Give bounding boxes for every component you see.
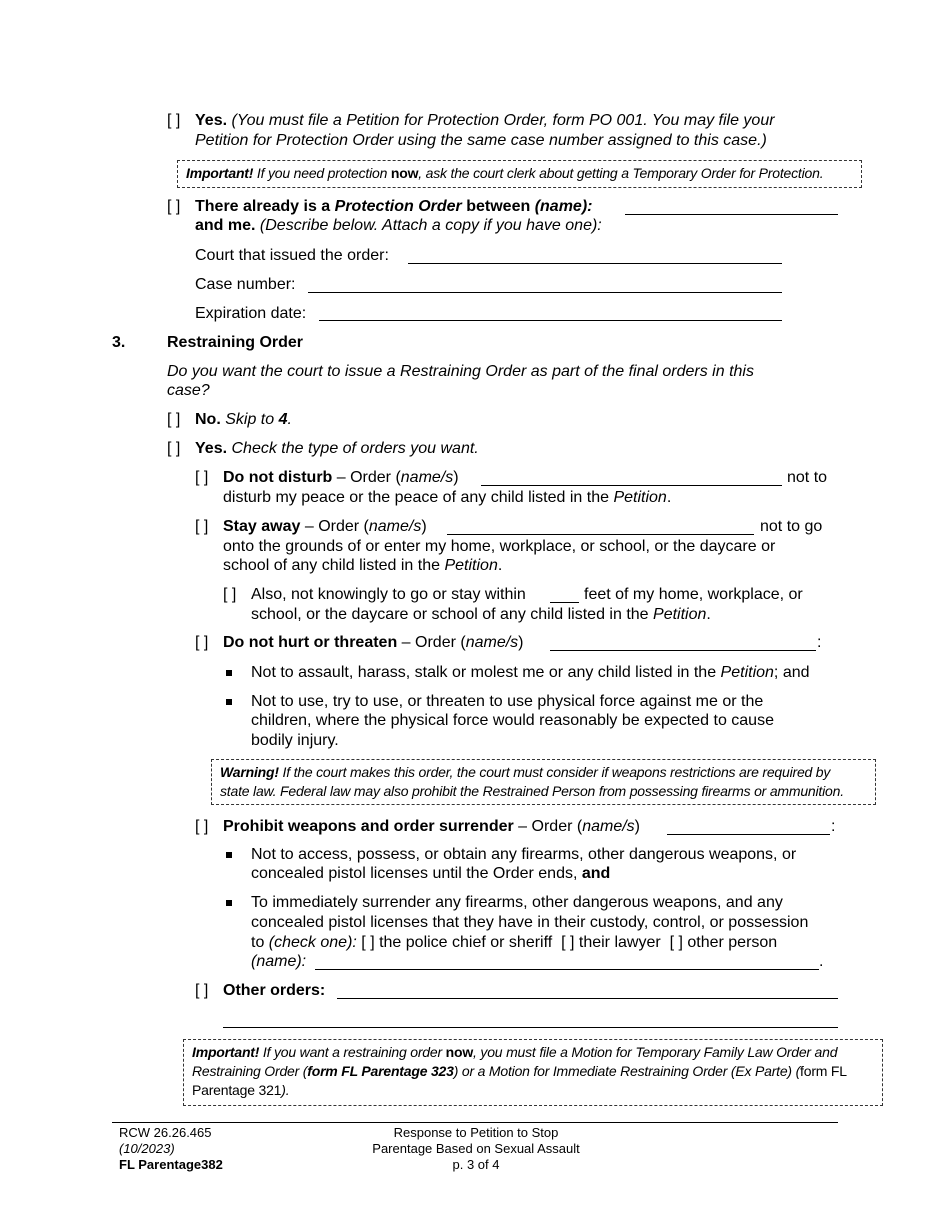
existing-order-line2: [195, 216, 602, 236]
describe-text: (Describe below. Attach a copy if you have one):: [259, 217, 602, 234]
skip-period: .: [287, 411, 292, 428]
important-text-line2: Restraining Order (: [192, 1063, 308, 1079]
stay-away-close: ): [421, 518, 427, 535]
disturb-line2: [223, 488, 671, 508]
also-petition: Petition: [653, 606, 707, 623]
no-label: No.: [195, 411, 221, 428]
yes-restraining-option: [195, 439, 479, 459]
important-text-rest: , you must file a Motion for Temporary Family Law Order and: [473, 1044, 838, 1060]
hurt-bullet2-line2: children, where the physical force would reasonably be expected to cause: [251, 712, 774, 729]
disturb-petition: Petition: [613, 489, 667, 506]
weapons-names: name/s: [582, 818, 635, 835]
disturb-tail: not to: [787, 469, 828, 486]
disturb-period: .: [666, 489, 672, 506]
stay-away-name-field[interactable]: [447, 534, 754, 535]
yes-restraining-checkbox[interactable]: [ ]: [167, 440, 181, 457]
hurt-bullet1-petition: Petition: [720, 664, 774, 681]
weapons-check-one: (check one):: [268, 934, 357, 951]
existing-order-name-field[interactable]: [625, 214, 838, 215]
hurt-bullet2-line3: bodily injury.: [251, 732, 339, 749]
expiration-field[interactable]: [319, 320, 782, 321]
also-text: Also, not knowingly to go or stay within: [251, 586, 526, 603]
feet-field[interactable]: [550, 602, 579, 603]
weapons-bullet2-line3: [251, 933, 777, 953]
yes-text-line1: (You must file a Petition for Protection Order, form PO 001. You may file your: [231, 112, 775, 129]
section-number: 3.: [112, 334, 126, 351]
important-now: now: [390, 165, 419, 181]
important-label: Important!: [186, 165, 254, 181]
yes-checkbox[interactable]: [ ]: [167, 112, 181, 129]
stay-away-tail: not to go: [760, 518, 823, 535]
weapons-bullet1-line1: Not to access, possess, or obtain any firearms, other dangerous weapons, or: [251, 846, 797, 863]
surrender-recipient-options[interactable]: [ ] the police chief or sheriff [ ] their lawyer [ ] other person: [361, 934, 778, 951]
other-orders-field-line2[interactable]: [223, 1027, 838, 1028]
disturb-names: name/s: [400, 469, 454, 486]
other-orders-label: Other orders:: [223, 982, 326, 999]
hurt-bullet1-text: Not to assault, harass, stalk or molest me or any child listed in the: [251, 664, 717, 681]
existing-order-option: [195, 197, 592, 217]
weapons-dash: – Order (: [518, 818, 583, 835]
skip-target: 4: [278, 411, 288, 428]
weapons-bullet2-line1: To immediately surrender any firearms, other dangerous weapons, and any: [251, 894, 783, 911]
disturb-checkbox[interactable]: [ ]: [195, 469, 209, 486]
footer-rcw: RCW 26.26.465: [119, 1125, 212, 1140]
important-text: If you need protection: [256, 165, 388, 181]
also-checkbox[interactable]: [ ]: [223, 586, 237, 603]
existing-order-checkbox[interactable]: [ ]: [167, 198, 181, 215]
important-text-line2b: ) or a Motion for Immediate Restraining Order (Ex Parte) (: [453, 1063, 801, 1079]
no-checkbox[interactable]: [ ]: [167, 411, 181, 428]
weapons-bullet1-text: concealed pistol licenses until the Order ends,: [251, 865, 578, 882]
weapons-name-field[interactable]: [667, 834, 830, 835]
disturb-close: ): [453, 469, 459, 486]
hurt-label: Do not hurt or threaten: [223, 634, 398, 651]
also-line2: [251, 605, 711, 625]
important-text: If you want a restraining order: [262, 1044, 442, 1060]
footer-title-line2: Parentage Based on Sexual Assault: [372, 1141, 580, 1156]
warning-text-line1: If the court makes this order, the court must consider if weapons restrictions are required by: [282, 764, 831, 780]
also-line2-text: school, or the daycare or school of any child listed in the: [251, 606, 649, 623]
and-me-text: and me.: [195, 217, 256, 234]
stay-away-line3-text: school of any child listed in the: [223, 557, 441, 574]
weapons-bullet1-and: and: [581, 865, 611, 882]
important-form-323: form FL Parentage 323: [307, 1063, 454, 1079]
stay-away-period: .: [497, 557, 503, 574]
other-orders-field[interactable]: [337, 998, 838, 999]
case-number-field[interactable]: [308, 292, 782, 293]
stay-away-names: name/s: [368, 518, 422, 535]
skip-text: Skip to: [225, 411, 275, 428]
disturb-dash: – Order (: [336, 469, 401, 486]
surrender-person-field[interactable]: [315, 969, 819, 970]
footer-title-line1: Response to Petition to Stop: [393, 1125, 559, 1140]
stay-away-line3: [223, 556, 502, 576]
stay-away-petition: Petition: [444, 557, 498, 574]
hurt-close: ): [518, 634, 524, 651]
yes-text-line2: Petition for Protection Order using the same case number assigned to this case.): [195, 132, 767, 149]
yes-label: Yes.: [195, 112, 228, 129]
weapons-label: Prohibit weapons and order surrender: [223, 818, 514, 835]
case-number-label: Case number:: [195, 276, 296, 293]
hurt-name-field[interactable]: [550, 650, 816, 651]
court-field[interactable]: [408, 263, 782, 264]
weapons-colon: :: [831, 818, 836, 835]
bullet-marker: [226, 852, 232, 858]
weapons-close: ): [634, 818, 640, 835]
warning-text-line2: state law. Federal law may also prohibit the Restrained Person from possessing firearms or ammunition.: [220, 783, 844, 799]
between-text: between: [466, 198, 531, 215]
hurt-bullet1: [251, 663, 810, 683]
section-title: Restraining Order: [167, 334, 304, 351]
hurt-option: [223, 633, 523, 653]
bullet-marker: [226, 900, 232, 906]
important-form-fl: form FL: [800, 1063, 847, 1079]
weapons-bullet1-line2: [251, 864, 610, 884]
weapons-bullet2-line2: concealed pistol licenses that they have in their custody, control, or possession: [251, 914, 809, 931]
footer-rule: [112, 1122, 838, 1123]
protection-order-term: Protection Order: [334, 198, 462, 215]
question-line1: Do you want the court to issue a Restraining Order as part of the final orders in this: [167, 363, 754, 380]
footer-date: (10/2023): [119, 1141, 175, 1156]
disturb-name-field[interactable]: [481, 485, 782, 486]
important-now: now: [445, 1044, 474, 1060]
important-end: ).: [281, 1082, 290, 1098]
protection-yes-option: [195, 111, 775, 131]
stay-away-checkbox[interactable]: [ ]: [195, 518, 209, 535]
hurt-names: name/s: [465, 634, 519, 651]
disturb-line2-text: disturb my peace or the peace of any child listed in the: [223, 489, 609, 506]
weapons-option: [223, 817, 640, 837]
stay-away-dash: – Order (: [304, 518, 369, 535]
important-restraining-box: [183, 1039, 883, 1106]
bullet-marker: [226, 699, 232, 705]
expiration-label: Expiration date:: [195, 305, 307, 322]
question-line2: case?: [167, 382, 210, 399]
hurt-bullet1-end: ; and: [773, 664, 810, 681]
hurt-colon: :: [817, 634, 822, 651]
name-label: (name):: [534, 198, 593, 215]
also-period: .: [706, 606, 711, 623]
hurt-dash: – Order (: [401, 634, 466, 651]
yes-restraining-text: Check the type of orders you want.: [231, 440, 479, 457]
court-label: Court that issued the order:: [195, 247, 389, 264]
already-text: There already is a: [195, 198, 331, 215]
hurt-bullet2-line1: Not to use, try to use, or threaten to use physical force against me or the: [251, 693, 764, 710]
stay-away-line2: onto the grounds of or enter my home, workplace, or school, or the daycare or: [223, 538, 776, 555]
weapons-checkbox[interactable]: [ ]: [195, 818, 209, 835]
stay-away-label: Stay away: [223, 518, 301, 535]
other-orders-checkbox[interactable]: [ ]: [195, 982, 209, 999]
footer-page-number: p. 3 of 4: [452, 1157, 500, 1172]
weapons-to: to: [251, 934, 265, 951]
footer-form-id: FL Parentage382: [119, 1157, 223, 1172]
disturb-option: [223, 468, 459, 488]
disturb-label: Do not disturb: [223, 469, 333, 486]
also-text-tail: feet of my home, workplace, or: [584, 586, 803, 603]
hurt-checkbox[interactable]: [ ]: [195, 634, 209, 651]
important-label: Important!: [192, 1044, 260, 1060]
weapons-name-label: (name):: [251, 953, 307, 970]
warning-label: Warning!: [220, 764, 279, 780]
weapons-period: .: [819, 953, 824, 970]
stay-away-option: [223, 517, 427, 537]
important-form-321: Parentage 321: [192, 1082, 282, 1098]
no-option: [195, 410, 292, 430]
important-text-rest: , ask the court clerk about getting a Temporary Order for Protection.: [418, 165, 824, 181]
bullet-marker: [226, 670, 232, 676]
yes-restraining-label: Yes.: [195, 440, 228, 457]
important-protection-box: [177, 160, 862, 188]
warning-box: [211, 759, 876, 805]
